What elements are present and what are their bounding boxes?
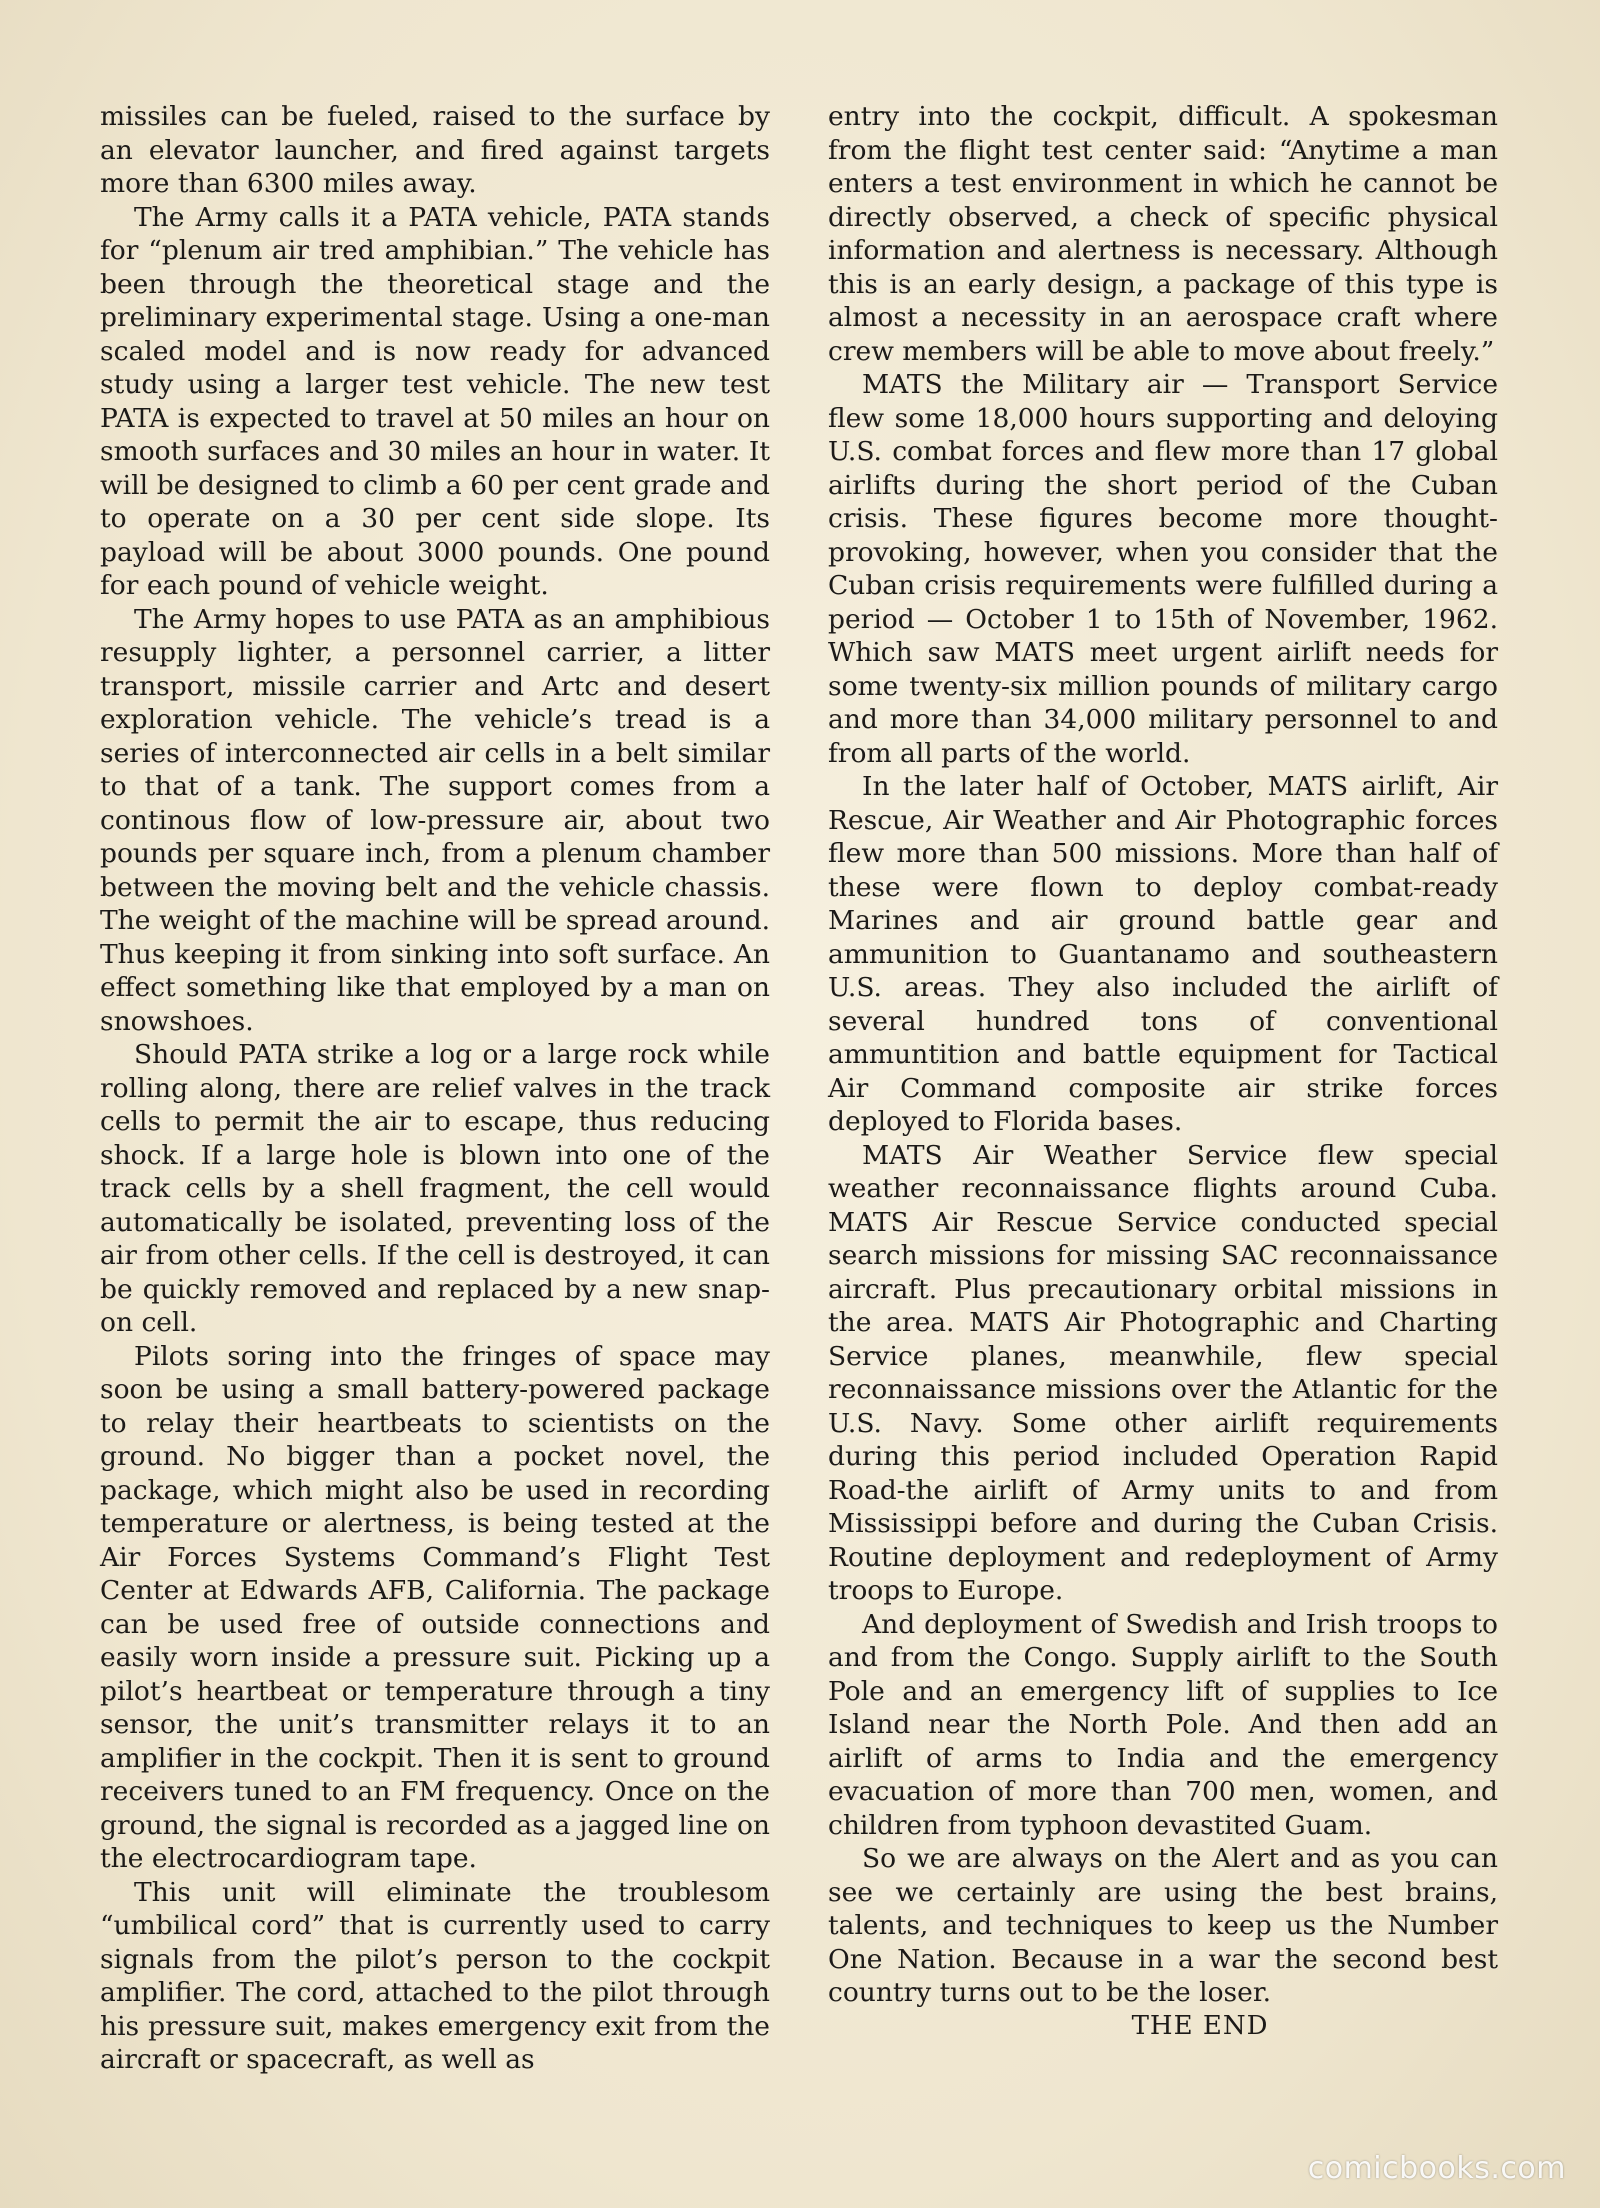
paragraph: missiles can be fueled, raised to the surface by an elevator launcher, and fired against targets more than 6300 miles away. [100, 101, 770, 199]
watermark: comicbooks.com [1307, 2151, 1566, 2186]
paragraph: The Army hopes to use PATA as an amphibious resupply lighter, a personnel carrier, a litter transport, missile carrier and Artc and desert exploration vehicle. The vehicle’s tread is a series of interconnected air cells in a belt similar to that of a tank. The support comes from a continous flow of low-pressure air, about two pounds per square inch, from a plenum chamber between the moving belt and the vehicle chassis. The weight of the machine will be spread around. Thus keeping it from sinking into soft surface. An effect something like that employed by a man on snowshoes. [100, 603, 770, 1037]
paragraph: This unit will eliminate the troublesom “umbilical cord” that is currently used to carry signals from the pilot’s person to the cockpit amplifier. The cord, attached to the pilot through his pressure suit, makes emergency exit from the aircraft or spacecraft, as well as [100, 1876, 770, 2075]
paragraph: MATS Air Weather Service flew special weather reconnaissance flights around Cuba. MATS Air Rescue Service conducted special search missions for missing SAC reconnaissance aircraft. Plus precautionary orbital missions in the area. MATS Air Photographic and Charting Service planes, meanwhile, flew special reconnaissance missions over the Atlantic for the U.S. Navy. Some other airlift requirements during this period included Operation Rapid Road-the airlift of Army units to and from Mississippi before and during the Cuban Crisis. Routine deployment and redeployment of Army troops to Europe. [828, 1139, 1498, 1606]
the-end-label: THE END [1131, 2010, 1269, 2041]
paragraph: entry into the cockpit, difficult. A spokesman from the flight test center said: “Anytime a man enters a test environment in which he cannot be directly observed, a check of specific physical information and alertness is necessary. Although this is an early design, a package of this type is almost a necessity in an aerospace craft where crew members will be able to move about freely.” [828, 101, 1498, 367]
paragraph: Pilots soring into the fringes of space may soon be using a small battery-powered package to relay their heartbeats to scientists on the ground. No bigger than a pocket novel, the package, which might also be used in recording temperature or alertness, is being tested at the Air Forces Systems Command’s Flight Test Center at Edwards AFB, California. The package can be used free of outside connections and easily worn inside a pressure suit. Picking up a pilot’s heartbeat or temperature through a tiny sensor, the unit’s transmitter relays it to an amplifier in the cockpit. Then it is sent to ground receivers tuned to an FM frequency. Once on the ground, the signal is recorded as a jagged line on the electrocardiogram tape. [100, 1340, 770, 1874]
paragraph: And deployment of Swedish and Irish troops to and from the Congo. Supply airlift to the South Pole and an emergency lift of supplies to Ice Island near the North Pole. And then add an airlift of arms to India and the emergency evacuation of more than 700 men, women, and children from typhoon devastited Guam. [828, 1608, 1498, 1841]
right-text-column [828, 100, 1498, 2043]
paragraph: In the later half of October, MATS airlift, Air Rescue, Air Weather and Air Photographic forces flew more than 500 missions. More than half of these were flown to deploy combat-ready Marines and air ground battle gear and ammunition to Guantanamo and southeastern U.S. areas. They also included the airlift of several hundred tons of conventional ammuntition and battle equipment for Tactical Air Command composite air strike forces deployed to Florida bases. [828, 771, 1498, 1137]
paragraph: So we are always on the Alert and as you can see we certainly are using the best brains, talents, and techniques to keep us the Number One Nation. Because in a war the second best country turns out to be the loser. [828, 1843, 1498, 2008]
paragraph: MATS the Military air — Transport Service flew some 18,000 hours supporting and deloying U.S. combat forces and flew more than 17 global airlifts during the short period of the Cuban crisis. These figures become more thought-provoking, however, when you consider that the Cuban crisis requirements were fulfilled during a period — October 1 to 15th of November, 1962. Which saw MATS meet urgent airlift needs for some twenty-six million pounds of military cargo and more than 34,000 military personnel to and from all parts of the world. [828, 369, 1498, 769]
paragraph: Should PATA strike a log or a large rock while rolling along, there are relief valves in the track cells to permit the air to escape, thus reducing shock. If a large hole is blown into one of the track cells by a shell fragment, the cell would automatically be isolated, preventing loss of the air from other cells. If the cell is destroyed, it can be quickly removed and replaced by a new snap-on cell. [100, 1039, 770, 1338]
left-text-column [100, 100, 770, 2077]
paragraph: The Army calls it a PATA vehicle, PATA stands for “plenum air tred amphibian.” The vehicle has been through the theoretical stage and the preliminary experimental stage. Using a one-man scaled model and is now ready for advanced study using a larger test vehicle. The new test PATA is expected to travel at 50 miles an hour on smooth surfaces and 30 miles an hour in water. It will be designed to climb a 60 per cent grade and to operate on a 30 per cent side slope. Its payload will be about 3000 pounds. One pound for each pound of vehicle weight. [100, 201, 770, 601]
